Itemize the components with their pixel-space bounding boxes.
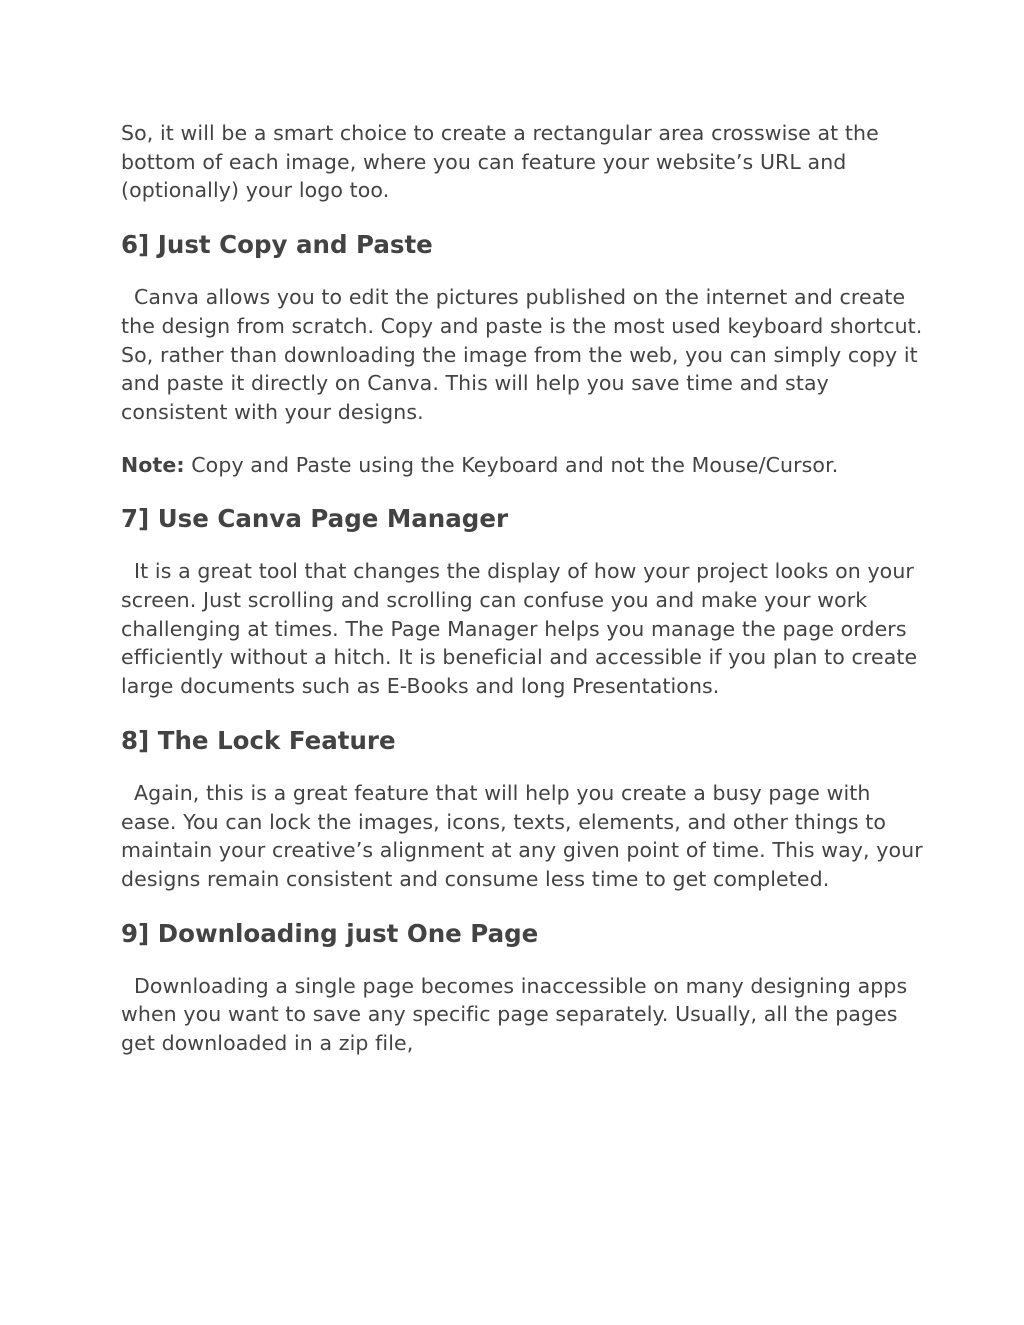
note-paragraph [121,451,924,480]
section-heading-page-manager: 7] Use Canva Page Manager [121,504,509,534]
section-body-copy-paste: Canva allows you to edit the pictures published on the internet and create the design from scratch. Copy and paste is the most used keyboard shortcut. So, rather than downloading the image from the web, you can simply copy it and paste it directly on Canva. This will help you save time and stay consistent with your designs. [121,285,923,424]
section-body-page-manager: It is a great tool that changes the display of how your project looks on your screen. Just scrolling and scrolling can confuse you and make your work challenging at times. The Page Manager helps you manage the page orders efficiently without a hitch. It is beneficial and accessible if you plan to create large documents such as E-Books and long Presentations. [121,559,918,699]
note-text: Copy and Paste using the Keyboard and not the Mouse/Cursor. [184,452,839,477]
section-heading-download-one-page: 9] Downloading just One Page [121,918,539,948]
intro-paragraph: So, it will be a smart choice to create a rectangular area crosswise at the bottom of each image, where you can feature your website’s URL and (optionally) your logo too. [121,121,879,203]
note-label: Note: [121,452,185,477]
section-body-lock-feature: Again, this is a great feature that will help you create a busy page with ease. You can lock the images, icons, texts, elements, and other things to maintain your creative’s alignment at any given point of time. This way, your designs remain consistent and consume less time to get completed. [121,780,923,891]
section-body-download-one-page: Downloading a single page becomes inaccessible on many designing apps when you want to save any specific page separately. Usually, all the pages get downloaded in a zip file, [121,973,908,1056]
section-heading-lock-feature: 8] The Lock Feature [121,725,396,755]
section-heading-copy-paste: 6] Just Copy and Paste [121,230,433,260]
